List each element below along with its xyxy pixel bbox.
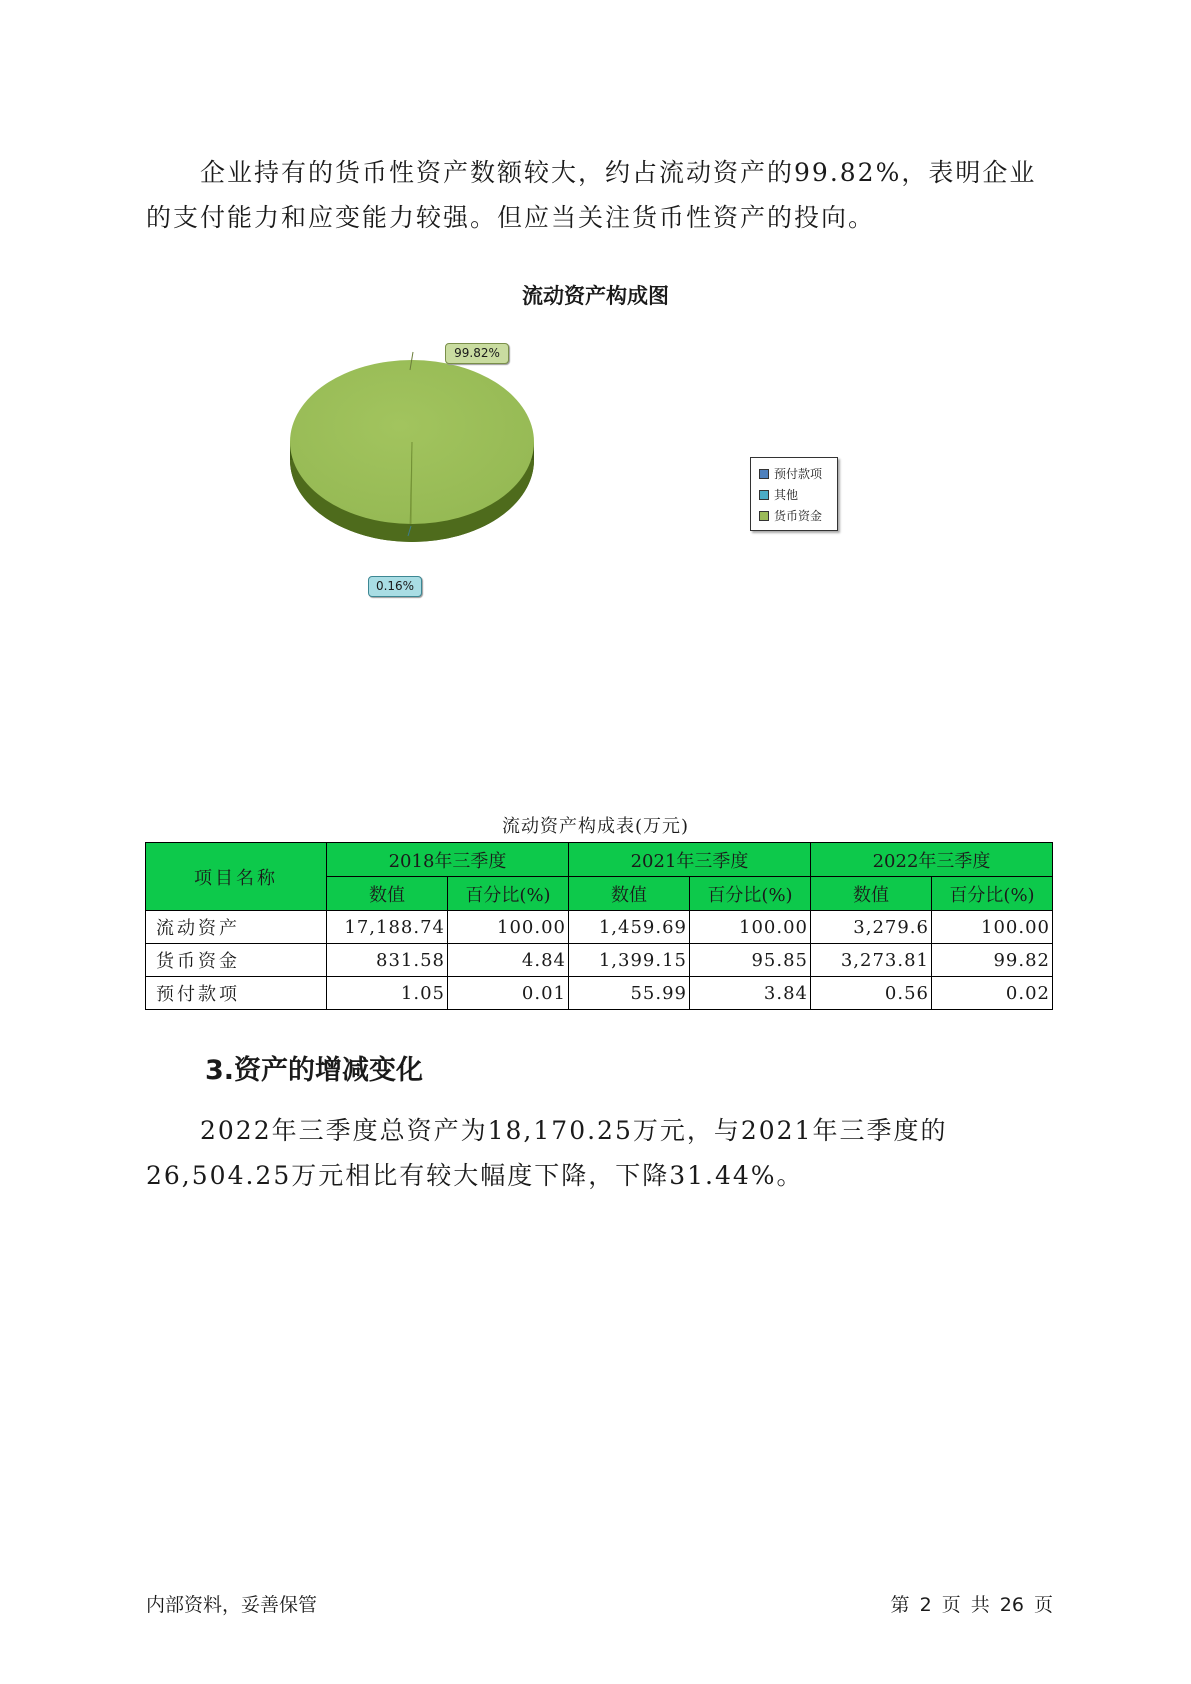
header-period: 2018年三季度 <box>327 843 569 877</box>
chart-title: 流动资产构成图 <box>522 284 669 308</box>
data-label-main <box>445 343 509 364</box>
table-cell: 3.84 <box>690 977 811 1010</box>
table-cell: 100.00 <box>448 911 569 944</box>
table-row <box>146 977 1053 1010</box>
current-assets-table <box>145 842 1053 1010</box>
table-caption: 流动资产构成表(万元) <box>501 816 690 837</box>
subheader-value: 数值 <box>811 877 932 911</box>
table-cell: 1,459.69 <box>569 911 690 944</box>
table-header-row <box>146 843 1053 877</box>
header-period: 2022年三季度 <box>811 843 1053 877</box>
row-label: 预付款项 <box>146 977 327 1010</box>
legend-swatch <box>759 469 769 479</box>
intro-paragraph <box>146 150 1046 240</box>
subheader-value: 数值 <box>327 877 448 911</box>
row-label: 货币资金 <box>146 944 327 977</box>
table-cell: 55.99 <box>569 977 690 1010</box>
legend-item-货币资金 <box>751 506 837 525</box>
asset-change-paragraph <box>146 1108 1046 1198</box>
table-cell: 3,279.6 <box>811 911 932 944</box>
table-cell: 100.00 <box>932 911 1053 944</box>
data-label-main-text: 99.82% <box>454 346 500 360</box>
table-cell: 0.56 <box>811 977 932 1010</box>
table-cell: 3,273.81 <box>811 944 932 977</box>
table-cell: 1.05 <box>327 977 448 1010</box>
subheader-percent: 百分比(%) <box>690 877 811 911</box>
subheader-value: 数值 <box>569 877 690 911</box>
table-cell: 4.84 <box>448 944 569 977</box>
table-row <box>146 944 1053 977</box>
table-cell: 95.85 <box>690 944 811 977</box>
chart-legend <box>750 457 838 531</box>
table-cell: 0.02 <box>932 977 1053 1010</box>
header-item-name: 项目名称 <box>146 843 327 911</box>
subheader-percent: 百分比(%) <box>932 877 1053 911</box>
legend-item-其他 <box>751 485 837 504</box>
legend-label: 预付款项 <box>774 467 823 481</box>
footer-confidential: 内部资料，妥善保管 <box>146 1594 318 1616</box>
table-cell: 17,188.74 <box>327 911 448 944</box>
table-cell: 1,399.15 <box>569 944 690 977</box>
pie-chart <box>280 330 540 560</box>
table-row <box>146 911 1053 944</box>
footer-page-number: 第 2 页 共 26 页 <box>890 1594 1053 1616</box>
legend-swatch <box>759 490 769 500</box>
header-period: 2021年三季度 <box>569 843 811 877</box>
legend-swatch <box>759 511 769 521</box>
legend-label: 其他 <box>774 488 799 502</box>
data-label-small <box>368 576 422 597</box>
data-label-small-text: 0.16% <box>375 579 415 593</box>
asset-change-paragraph-text: 2022年三季度总资产为18,170.25万元，与2021年三季度的26,504.25万元相比有较大幅度下降，下降31.44%。 <box>146 1116 948 1190</box>
subheader-percent: 百分比(%) <box>448 877 569 911</box>
table-cell: 99.82 <box>932 944 1053 977</box>
table-cell: 831.58 <box>327 944 448 977</box>
row-label: 流动资产 <box>146 911 327 944</box>
legend-label: 货币资金 <box>774 509 823 523</box>
legend-item-预付款项 <box>751 464 837 483</box>
section-heading: 3.资产的增减变化 <box>205 1055 424 1086</box>
table-cell: 0.01 <box>448 977 569 1010</box>
table-cell: 100.00 <box>690 911 811 944</box>
intro-paragraph-text: 企业持有的货币性资产数额较大，约占流动资产的99.82%，表明企业的支付能力和应变能力较强。但应当关注货币性资产的投向。 <box>146 158 1037 232</box>
